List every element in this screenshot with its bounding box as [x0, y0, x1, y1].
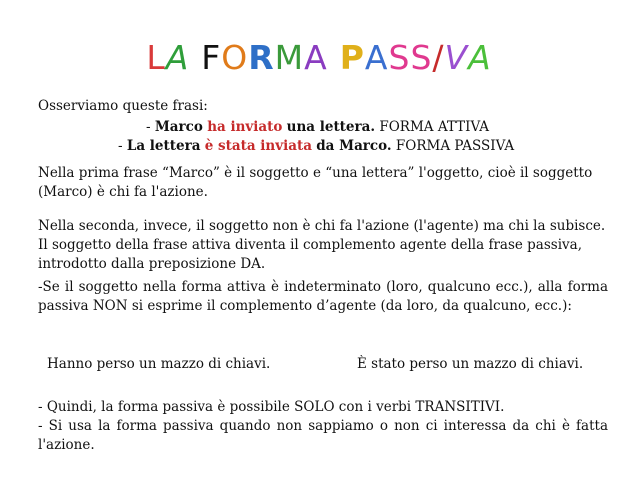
title-space	[189, 38, 201, 78]
title-letter: A	[304, 38, 328, 77]
title-letter: F	[201, 38, 222, 77]
title-letter: P	[339, 38, 365, 77]
title-letter: L	[146, 38, 166, 77]
title-letter: S	[388, 38, 411, 77]
example-passive-agent: da Marco.	[316, 138, 392, 154]
title-letter: /	[432, 38, 445, 77]
title-letter: R	[248, 38, 275, 77]
example-active-tag: FORMA ATTIVA	[379, 119, 490, 135]
title-space	[328, 38, 340, 78]
paragraph-indeterminate-subject: -Se il soggetto nella forma attiva è indeterminato (loro, qualcuno ecc.), alla forma passiva NON si esprime il complemento d’agente (da loro, da qualcuno, ecc.):	[38, 279, 608, 314]
example-active-subject: Marco	[154, 119, 203, 135]
paragraph-first-sentence	[38, 164, 592, 202]
example-passive-prefix: -	[118, 138, 127, 154]
paragraph-transitive-verbs: - Quindi, la forma passiva è possibile SOLO con i verbi TRANSITIVI.	[38, 399, 505, 415]
paragraph-line: Nella prima frase “Marco” è il soggetto e “una lettera” l'oggetto, cioè il soggetto	[38, 165, 593, 181]
paragraph-second-sentence	[38, 217, 605, 274]
title-letter: S	[410, 38, 433, 77]
example-active-verb: ha inviato	[207, 119, 283, 135]
example-passive-indeterminate: È stato perso un mazzo di chiavi.	[357, 356, 584, 372]
example-active-object: una lettera.	[286, 119, 376, 135]
slide-title	[0, 38, 638, 78]
title-letter: A	[165, 38, 190, 77]
example-active-sentence	[146, 118, 489, 137]
example-passive-sentence	[118, 137, 514, 156]
paragraph-line: Nella seconda, invece, il soggetto non è chi fa l'azione (l'agente) ma chi la subisce.	[38, 218, 606, 234]
intro-text: Osserviamo queste frasi:	[38, 98, 208, 114]
title-letter: O	[221, 38, 249, 77]
paragraph-line: introdotto dalla preposizione DA.	[38, 256, 266, 272]
example-passive-verb: è stata inviata	[204, 138, 312, 154]
example-active-prefix: -	[146, 119, 155, 135]
example-active-indeterminate: Hanno perso un mazzo di chiavi.	[47, 356, 271, 372]
title-letter: V	[444, 38, 469, 77]
example-passive-subject: La lettera	[126, 138, 201, 154]
title-letter: M	[274, 38, 305, 77]
title-letter: A	[468, 38, 492, 77]
example-passive-tag: FORMA PASSIVA	[395, 138, 515, 154]
paragraph-line: (Marco) è chi fa l'azione.	[38, 184, 208, 200]
paragraph-usage: - Si usa la forma passiva quando non sappiamo o non ci interessa da chi è fatta l'azione.	[38, 418, 608, 453]
paragraph-line: Il soggetto della frase attiva diventa il complemento agente della frase passiva,	[38, 237, 582, 253]
title-letter: A	[364, 38, 389, 77]
